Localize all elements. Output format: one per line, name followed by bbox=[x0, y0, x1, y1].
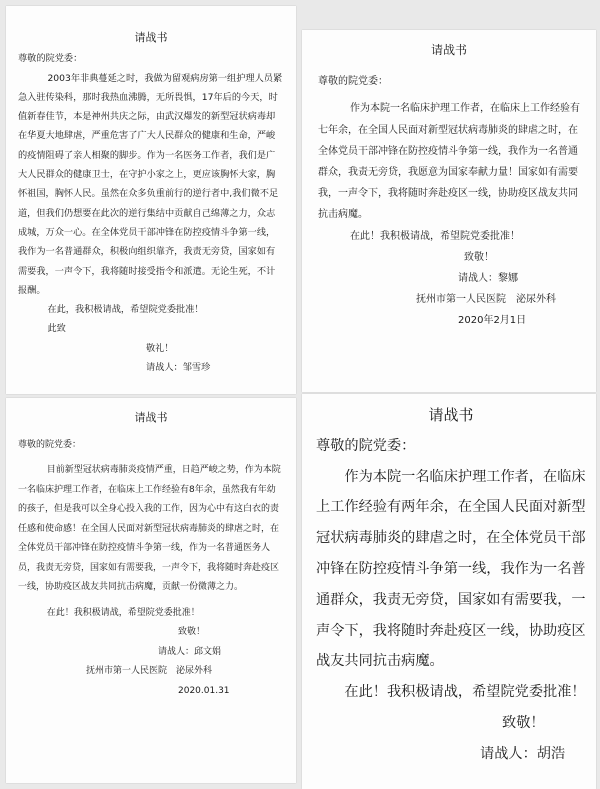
letter-request: 在此！我积极请战，希望院党委批准！ bbox=[344, 684, 586, 701]
letter-signer: 请战人：胡浩 bbox=[480, 745, 566, 762]
letter-request: 在此，我积极请战，希望院党委批准！ bbox=[47, 304, 204, 316]
letter-signer: 请战人：邹雪珍 bbox=[146, 362, 211, 374]
letter-body: 2003年非典蔓延之时，我做为留观病房第一组护理人员紧急入驻传染科，那时我热血沸腾，无所畏惧，17年后的今天，时值新春佳节，本是神州共庆之际，由武汉爆发的新型冠状病毒却在华夏大地肆虐，严重危害了广大人民群众的健康和生命，严峻的疫情阻碍了亲人相聚的脚步。作为一名医务工作者，我们是广大人民群众的健康卫士，在守护小家之上，更应该胸怀大家，胸怀祖国，胸怀人民。虽然在众多负重前行的逆行者中,我们微不足道，但我们仍想要在此次的逆行集结中贡献自己绵薄之力，众志成城，万众一心。在全体党员干部冲锋在防控疫情斗争第一线，我作为一名普通群众，积极向组织靠齐，我责无旁贷，国家如有需要我，一声令下，我将随时接受指令和派遣。无论生死，不计报酬。 bbox=[18, 72, 283, 296]
letter-salutation: 尊敬的院党委： bbox=[18, 439, 82, 450]
letter-org: 抚州市第一人民医院 泌尿外科 bbox=[86, 666, 213, 676]
letter-title: 请战书 bbox=[430, 43, 467, 57]
letter-closing: 此致 bbox=[47, 323, 66, 335]
letter-body: 作为本院一名临床护理工作者，在临床上工作经验有七年余，在全国人民面对新型冠状病毒肺炎的肆虐之时，在全体党员干部冲锋在防控疫情斗争第一线，我作为一名普通群众，我责无旁贷，我愿意为国家奉献力量！国家如有需要我，一声令下，我将随时奔赴疫区一线，协助疫区战友共同抗击病魔。 bbox=[318, 103, 580, 221]
letter-closing: 致敬！ bbox=[502, 714, 545, 731]
letter-body: 目前新型冠状病毒肺炎疫情严重，日趋严峻之势，作为本院一名临床护理工作者，在临床上工作经验有8年余，虽然我有年幼的孩子，但是我可以全身心投入我的工作，因为心中有这白衣的责任感和使命感！在全国人民面对新型冠状病毒肺炎的肆虐之时，在全体党员干部冲锋在防控疫情斗争第一线，作为一名普通医务人员，我责无旁贷，国家如有需要我，一声令下，我将随时奔赴疫区一线，协助疫区战友共同抗击病魔，贡献一份微薄之力。 bbox=[18, 465, 281, 592]
letter-salute: 敬礼！ bbox=[146, 342, 174, 354]
letter-date: 2020.01.31 bbox=[178, 685, 230, 696]
letter-date: 2020年2月1日 bbox=[458, 315, 527, 327]
letter-signer: 请战人：邱文娟 bbox=[158, 646, 222, 657]
letter-hu-hao bbox=[302, 394, 596, 789]
letter-title: 请战书 bbox=[428, 406, 474, 424]
letter-signer: 请战人：黎娜 bbox=[458, 273, 518, 285]
letter-body: 作为本院一名临床护理工作者，在临床上工作经验有两年余，在全国人民面对新型冠状病毒肺炎的肆虐之时，在全体党员干部冲锋在防控疫情斗争第一线，我作为一名普通群众，我责无旁贷，国家如有需要我，一声令下，我将随时奔赴疫区一线，协助疫区战友共同抗击病魔。 bbox=[316, 468, 586, 670]
letter-closing: 致敬！ bbox=[464, 251, 494, 263]
letter-title: 请战书 bbox=[134, 31, 168, 44]
letter-salutation: 尊敬的院党委： bbox=[318, 76, 388, 88]
letter-org: 抚州市第一人民医院 泌尿外科 bbox=[416, 294, 556, 306]
letter-qiu-wenjuan bbox=[6, 398, 296, 783]
letter-title: 请战书 bbox=[134, 411, 168, 424]
letter-salutation: 尊敬的院党委： bbox=[18, 53, 83, 65]
letter-zou-xuezhen bbox=[6, 6, 296, 394]
letter-request: 在此！我积极请战，希望院党委批准！ bbox=[350, 230, 520, 242]
letter-closing: 致敬！ bbox=[178, 627, 206, 637]
letter-salutation: 尊敬的院党委： bbox=[316, 437, 416, 454]
letter-li-na bbox=[302, 30, 596, 392]
letter-request: 在此！我积极请战，希望院党委批准！ bbox=[46, 607, 200, 618]
